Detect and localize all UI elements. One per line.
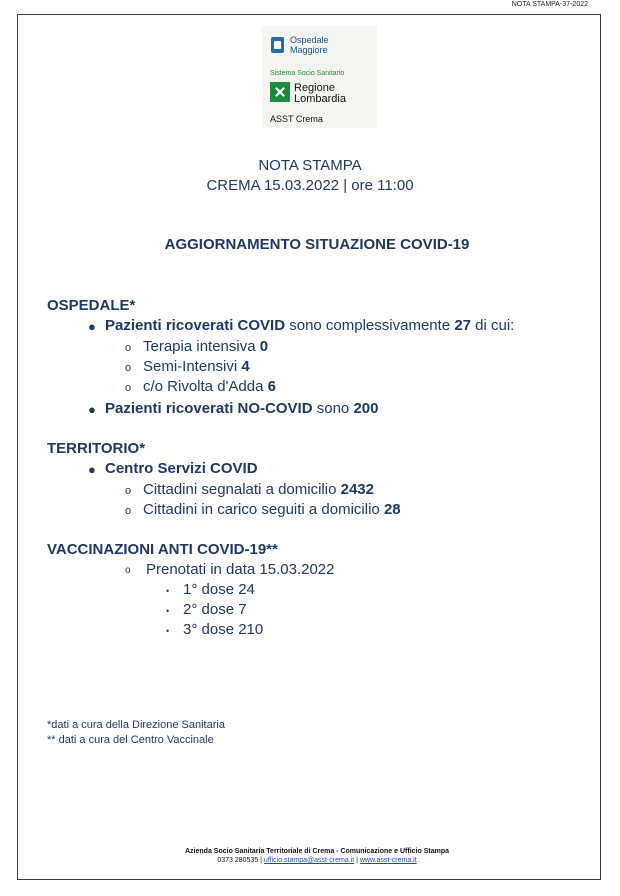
footer-phone: 0373 280535 — [217, 857, 259, 864]
sub-item-bookings: Prenotati in data 15.03.2022 — [146, 561, 335, 578]
hospital-name — [290, 35, 329, 55]
footer-organization: Azienda Socio Sanitaria Territoriale di Crema - Comunicazione e Ufficio Stampa — [185, 848, 449, 855]
section-heading-ospedale: OSPEDALE* — [47, 297, 136, 314]
small-bullet-icon: • — [166, 586, 170, 596]
footnote-centro-vaccinale: ** dati a cura del Centro Vaccinale — [47, 734, 214, 746]
sub-item-rivolta: c/o Rivolta d'Adda 6 — [143, 378, 276, 395]
circle-bullet-icon: o — [125, 342, 132, 354]
list-item-non-covid-patients: Pazienti ricoverati NO-COVID sono 200 — [105, 400, 379, 417]
region-name-line1: Regione — [294, 82, 335, 94]
circle-bullet-icon: o — [125, 565, 131, 576]
dateline: CREMA 15.03.2022 | ore 11:00 — [206, 177, 414, 194]
hospital-name-line1: Ospedale — [290, 35, 329, 45]
dose-item-second: 2° dose 7 — [183, 601, 247, 618]
sub-item-reported-citizens: Cittadini segnalati a domicilio 2432 — [143, 481, 374, 498]
bullet-icon: ● — [88, 402, 96, 417]
small-bullet-icon: • — [166, 606, 170, 616]
list-item-covid-service-center: Centro Servizi COVID — [105, 460, 258, 477]
sub-item-semi-intensive: Semi-Intensivi 4 — [143, 358, 250, 375]
sub-item-followed-citizens: Cittadini in carico seguiti a domicilio 28 — [143, 501, 401, 518]
hospital-name-line2: Maggiore — [290, 45, 328, 55]
document-title: AGGIORNAMENTO SITUAZIONE COVID-19 — [164, 236, 470, 253]
circle-bullet-icon: o — [125, 505, 132, 517]
region-name-line2: Lombardia — [294, 93, 346, 105]
footer-website-link[interactable]: www.asst-crema.it — [359, 857, 417, 864]
document-reference: NOTA STAMPA-37-2022 — [511, 1, 588, 8]
section-heading-vaccinazioni: VACCINAZIONI ANTI COVID-19** — [47, 541, 278, 558]
asst-crema-logo — [262, 26, 377, 128]
dose-item-third: 3° dose 210 — [183, 621, 264, 638]
section-heading-territorio: TERRITORIO* — [47, 440, 146, 457]
footer-contacts: 0373 280535 | ufficio.stampa@asst-crema.it | www.asst-crema.it — [217, 857, 417, 864]
sub-item-intensive-care: Terapia intensiva 0 — [143, 338, 269, 355]
footnote-direzione: *dati a cura della Direzione Sanitaria — [47, 719, 225, 731]
dose-item-first: 1° dose 24 — [183, 581, 255, 598]
circle-bullet-icon: o — [125, 362, 132, 374]
regione-lombardia-icon — [270, 82, 290, 102]
region-name — [294, 83, 346, 105]
press-release-label: NOTA STAMPA — [258, 157, 362, 174]
footer-email-link[interactable]: ufficio.stampa@asst-crema.it — [263, 857, 355, 864]
system-label: Sistema Socio Sanitario — [270, 70, 345, 77]
circle-bullet-icon: o — [125, 382, 132, 394]
list-item-covid-patients: Pazienti ricoverati COVID sono complessivamente 27 di cui: — [105, 317, 515, 334]
bullet-icon: ● — [88, 319, 96, 334]
small-bullet-icon: • — [166, 626, 170, 636]
bullet-icon: ● — [88, 462, 96, 477]
hospital-icon — [271, 37, 284, 53]
circle-bullet-icon: o — [125, 485, 132, 497]
asst-label: ASST Crema — [270, 114, 323, 124]
